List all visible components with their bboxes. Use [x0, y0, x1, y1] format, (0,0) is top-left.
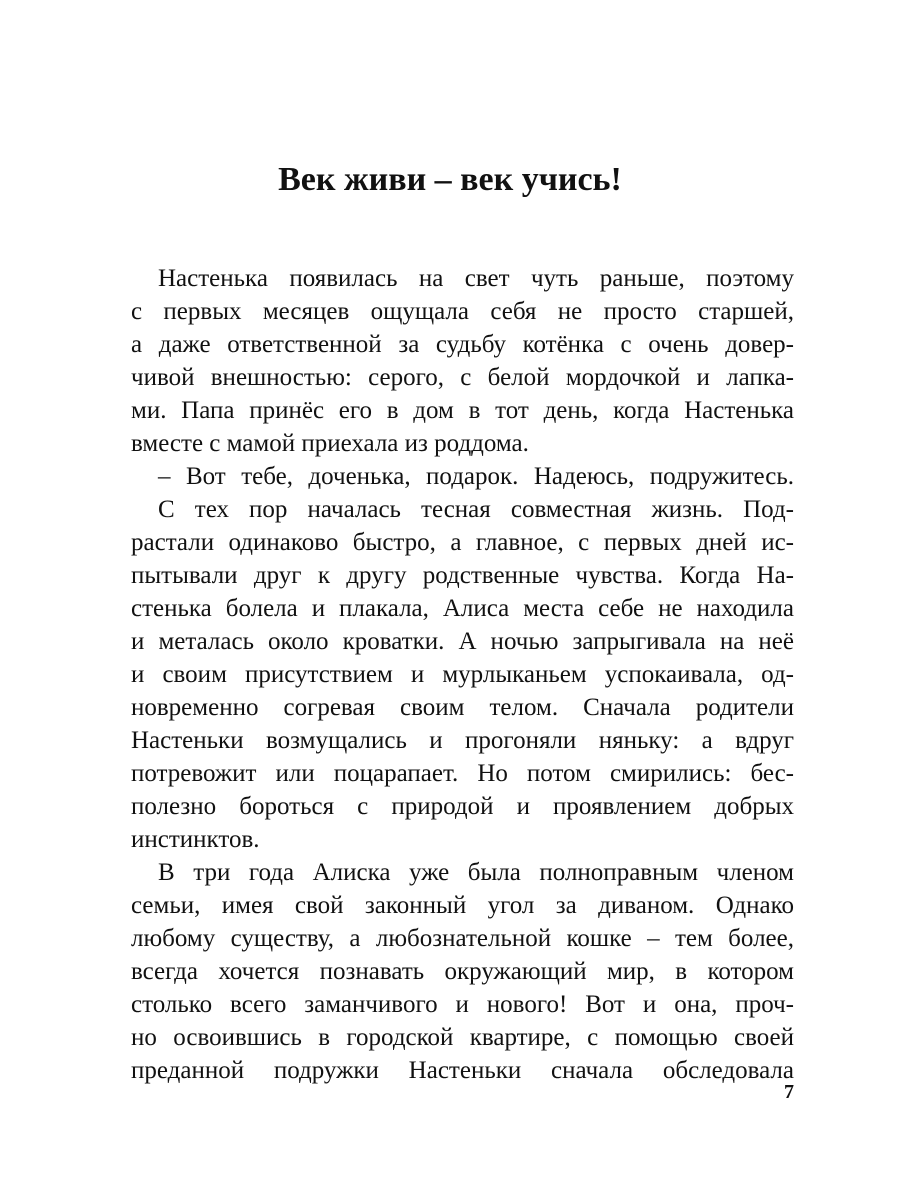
text-line: инстинктов. — [131, 826, 260, 853]
text-line: Настенька появилась на свет чуть раньше, поэтому — [158, 265, 794, 292]
text-line: любому существу, а любознательной кошке – тем более, — [131, 925, 794, 952]
text-line: пытывали друг к другу родственные чувства. Когда На- — [131, 562, 794, 589]
text-line: С тех пор началась тесная совместная жизнь. Под- — [158, 496, 794, 523]
text-line: В три года Алиска уже была полноправным членом — [158, 859, 794, 886]
text-line: но освоившись в городской квартире, с помощью своей — [131, 1024, 794, 1051]
text-line: вместе с мамой приехала из роддома. — [131, 430, 529, 457]
text-line: чивой внешностью: серого, с белой мордочкой и лапка- — [131, 364, 794, 391]
text-line: и своим присутствием и мурлыканьем успокаивала, од- — [131, 661, 794, 688]
text-line: всегда хочется познавать окружающий мир, в котором — [131, 958, 794, 985]
text-line: растали одинаково быстро, а главное, с первых дней ис- — [131, 529, 794, 556]
text-line: и металась около кроватки. А ночью запрыгивала на неё — [131, 628, 794, 655]
text-line: потревожит или поцарапает. Но потом смирились: бес- — [131, 760, 794, 787]
body-text — [131, 262, 794, 1087]
text-line: с первых месяцев ощущала себя не просто старшей, — [131, 298, 794, 325]
text-line: а даже ответственной за судьбу котёнка с очень довер- — [131, 331, 794, 358]
text-line: новременно согревая своим телом. Сначала родители — [131, 694, 794, 721]
text-line: полезно бороться с природой и проявлением добрых — [131, 793, 794, 820]
text-line: Настеньки возмущались и прогоняли няньку: а вдруг — [131, 727, 794, 754]
text-line: преданной подружки Настеньки сначала обследовала — [131, 1057, 794, 1084]
text-line: стенька болела и плакала, Алиса места себе не находила — [131, 595, 794, 622]
chapter-title: Век живи – век учись! — [278, 161, 622, 198]
text-line: ми. Папа принёс его в дом в тот день, когда Настенька — [131, 397, 794, 424]
text-line: столько всего заманчивого и нового! Вот и она, проч- — [131, 991, 794, 1018]
text-line: семьи, имея свой законный угол за диваном. Однако — [131, 892, 794, 919]
page-number: 7 — [784, 1081, 794, 1103]
text-line: – Вот тебе, доченька, подарок. Надеюсь, подружитесь. — [158, 463, 794, 490]
